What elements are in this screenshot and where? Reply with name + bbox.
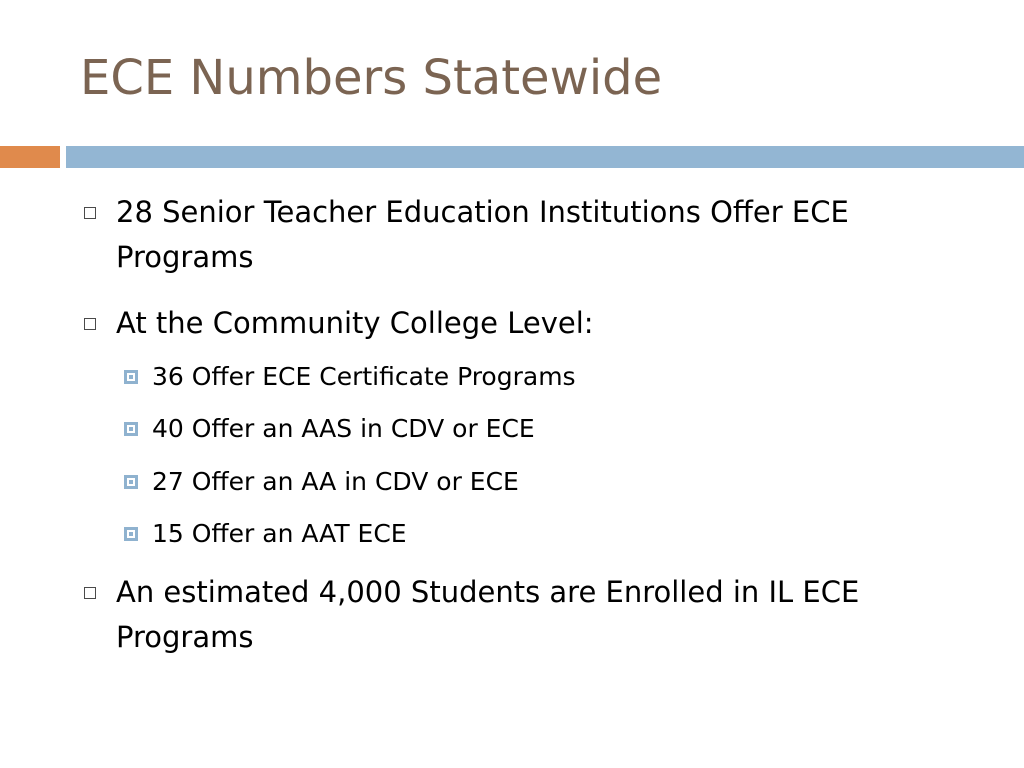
accent-bar-blue	[66, 146, 1024, 168]
sub-bullet-item: 36 Offer ECE Certificate Programs	[152, 362, 576, 391]
sub-bullet-item: 15 Offer an AAT ECE	[152, 519, 407, 548]
square-bullet-icon	[124, 527, 138, 541]
square-bullet-icon	[124, 370, 138, 384]
bullet-item: At the Community College Level:	[116, 306, 594, 340]
hollow-square-bullet-icon	[84, 318, 96, 330]
square-bullet-icon	[124, 422, 138, 436]
hollow-square-bullet-icon	[84, 587, 96, 599]
slide-title: ECE Numbers Statewide	[80, 50, 663, 106]
bullet-item: An estimated 4,000 Students are Enrolled in IL ECE Programs	[116, 575, 860, 654]
bullet-item: 28 Senior Teacher Education Institutions Offer ECE Programs	[116, 195, 849, 274]
sub-bullet-item: 27 Offer an AA in CDV or ECE	[152, 467, 519, 496]
accent-bar-orange	[0, 146, 60, 168]
square-bullet-icon	[124, 475, 138, 489]
hollow-square-bullet-icon	[84, 207, 96, 219]
sub-bullet-item: 40 Offer an AAS in CDV or ECE	[152, 414, 535, 443]
